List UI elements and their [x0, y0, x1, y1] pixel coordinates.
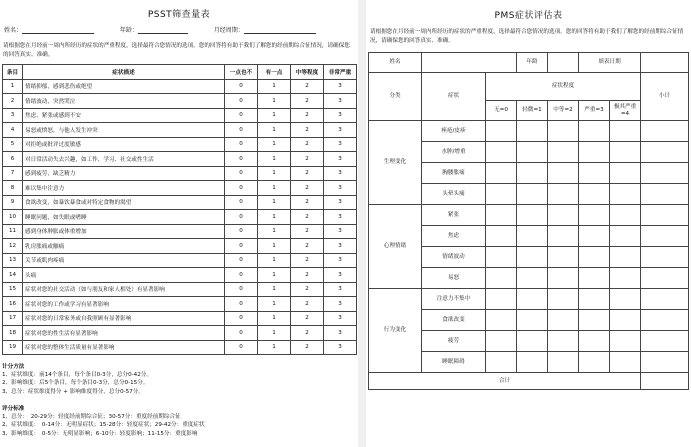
item-text: 症状对您的日常家务或自我照顾有显著影响: [23, 311, 225, 326]
score-option[interactable]: 0: [225, 253, 258, 268]
score-option[interactable]: 2: [291, 239, 324, 254]
score-option[interactable]: 0: [225, 210, 258, 225]
item-number: 15: [3, 282, 23, 297]
rating-cell[interactable]: [641, 352, 689, 373]
rating-cell[interactable]: [579, 121, 610, 142]
date-cell[interactable]: [641, 53, 689, 73]
item-number: 13: [3, 253, 23, 268]
score-option[interactable]: 1: [258, 195, 291, 210]
symptom-cell: 痤疮/皮疹: [422, 121, 486, 142]
item-number: 14: [3, 268, 23, 283]
symptom-cell: 注意力不集中: [422, 289, 486, 310]
table-row: [3, 79, 357, 94]
item-text: 易怒或愤怒，与他人发生冲突: [23, 123, 225, 138]
period-blank[interactable]: [244, 26, 316, 34]
rating-cell[interactable]: [610, 121, 641, 142]
item-number: 5: [3, 137, 23, 152]
rating-cell[interactable]: [517, 163, 548, 184]
rating-cell[interactable]: [548, 310, 579, 331]
score-option[interactable]: 2: [291, 340, 324, 355]
table-row: [3, 224, 357, 239]
table-row: [369, 289, 689, 310]
table-row: [3, 123, 357, 138]
score-option[interactable]: 2: [291, 123, 324, 138]
symptom-cell: 疲劳: [422, 331, 486, 352]
rating-cell[interactable]: [641, 184, 689, 205]
score-option[interactable]: 2: [291, 297, 324, 312]
score-option[interactable]: 0: [225, 137, 258, 152]
rating-cell[interactable]: [517, 331, 548, 352]
score-option[interactable]: 0: [225, 340, 258, 355]
table-row: [3, 282, 357, 297]
item-number: 3: [3, 108, 23, 123]
item-text: 情绪抑郁，感到悲伤或绝望: [23, 79, 225, 94]
score-option[interactable]: 0: [225, 326, 258, 341]
item-text: 情绪波动，突然哭泣: [23, 94, 225, 109]
table-row: [3, 137, 357, 152]
rating-cell[interactable]: [486, 268, 517, 289]
rating-cell[interactable]: [517, 268, 548, 289]
rating-cell[interactable]: [610, 247, 641, 268]
name-label: 姓名：: [4, 27, 23, 34]
score-option[interactable]: 1: [258, 152, 291, 167]
score-option[interactable]: 1: [258, 253, 291, 268]
col-header: 一点也不: [225, 65, 258, 80]
col-header: 中等程度: [291, 65, 324, 80]
rating-cell[interactable]: [610, 268, 641, 289]
rating-cell[interactable]: [579, 226, 610, 247]
rating-cell[interactable]: [579, 268, 610, 289]
rating-cell[interactable]: [517, 352, 548, 373]
table-row: [3, 340, 357, 355]
rating-cell[interactable]: [579, 331, 610, 352]
score-option[interactable]: 3: [324, 239, 357, 254]
psst-header-row: [3, 65, 357, 80]
rating-cell[interactable]: [579, 142, 610, 163]
score-option[interactable]: 2: [291, 108, 324, 123]
rating-cell[interactable]: [579, 310, 610, 331]
rating-cell[interactable]: [579, 163, 610, 184]
table-row: [3, 268, 357, 283]
total-label: 合计: [369, 373, 641, 390]
score-option[interactable]: 1: [258, 326, 291, 341]
score-option[interactable]: 1: [258, 282, 291, 297]
item-number: 10: [3, 210, 23, 225]
score-option[interactable]: 2: [291, 152, 324, 167]
method-title: 计分方法: [2, 364, 25, 370]
rating-cell[interactable]: [641, 142, 689, 163]
rating-cell[interactable]: [517, 142, 548, 163]
rating-cell[interactable]: [610, 226, 641, 247]
rating-cell[interactable]: [486, 247, 517, 268]
rating-cell[interactable]: [579, 352, 610, 373]
rating-cell[interactable]: [517, 310, 548, 331]
rating-cell[interactable]: [610, 289, 641, 310]
rating-cell[interactable]: [486, 310, 517, 331]
score-option[interactable]: 1: [258, 340, 291, 355]
method-line: 3、总分：症状维度得分 + 影响维度得分，总分0-57分。: [2, 388, 144, 395]
table-row: [369, 205, 689, 226]
rating-cell[interactable]: [610, 205, 641, 226]
score-option[interactable]: 1: [258, 181, 291, 196]
psst-info-line: [4, 25, 316, 34]
standard-line: 2、症状维度： 0-14分：无明显症状；15-28分：轻度症状；29-42分：重度症状: [2, 422, 205, 429]
table-row: [3, 297, 357, 312]
score-option[interactable]: 1: [258, 311, 291, 326]
item-text: 头痛: [23, 268, 225, 283]
rating-cell[interactable]: [486, 226, 517, 247]
pms-header-row: [369, 73, 689, 101]
item-number: 6: [3, 152, 23, 167]
rating-cell[interactable]: [610, 352, 641, 373]
rating-cell[interactable]: [517, 289, 548, 310]
rating-cell[interactable]: [517, 121, 548, 142]
category-header: 分类: [369, 73, 422, 121]
score-option[interactable]: 3: [324, 311, 357, 326]
score-option[interactable]: 0: [225, 268, 258, 283]
symptom-cell: 食欲改变: [422, 310, 486, 331]
psst-title: PSST筛查量表: [147, 10, 211, 20]
table-row: [369, 121, 689, 142]
level-header: 严重=3: [579, 101, 610, 121]
psst-table: [2, 64, 357, 355]
rating-cell[interactable]: [548, 268, 579, 289]
rating-cell[interactable]: [610, 163, 641, 184]
rating-cell[interactable]: [548, 226, 579, 247]
score-option[interactable]: 1: [258, 297, 291, 312]
rating-cell[interactable]: [548, 142, 579, 163]
table-row: [3, 253, 357, 268]
rating-cell[interactable]: [486, 184, 517, 205]
score-option[interactable]: 1: [258, 210, 291, 225]
score-option[interactable]: 0: [225, 166, 258, 181]
item-number: 17: [3, 311, 23, 326]
item-number: 8: [3, 181, 23, 196]
rating-cell[interactable]: [641, 247, 689, 268]
item-text: 症状对您的工作或学习有显著影响: [23, 297, 225, 312]
item-text: 对拒绝或批评过度敏感: [23, 137, 225, 152]
scoring-method: [2, 363, 356, 396]
rating-cell[interactable]: [641, 310, 689, 331]
symptom-cell: 焦虑: [422, 226, 486, 247]
rating-cell[interactable]: [641, 226, 689, 247]
symptom-cell: 水肿/增重: [422, 142, 486, 163]
table-row: [3, 94, 357, 109]
col-header: 有一点: [258, 65, 291, 80]
score-option[interactable]: 1: [258, 123, 291, 138]
score-option[interactable]: 0: [225, 94, 258, 109]
table-row: [3, 239, 357, 254]
item-number: 4: [3, 123, 23, 138]
item-text: 症状对您的整体生活质量有显著影响: [23, 340, 225, 355]
rating-cell[interactable]: [548, 184, 579, 205]
rating-cell[interactable]: [517, 205, 548, 226]
rating-cell[interactable]: [579, 289, 610, 310]
standard-line: 1、总分： 20-29分：轻度经前期综合征；30-57分：重度经前期综合征: [2, 414, 181, 421]
table-row: [3, 210, 357, 225]
rating-cell[interactable]: [641, 121, 689, 142]
score-option[interactable]: 2: [291, 311, 324, 326]
score-option[interactable]: 3: [324, 123, 357, 138]
score-option[interactable]: 1: [258, 239, 291, 254]
score-option[interactable]: 3: [324, 108, 357, 123]
item-number: 19: [3, 340, 23, 355]
method-line: 1、症状维度：前14个条目，每个条目0-3分，总分0-42分。: [2, 372, 152, 379]
score-option[interactable]: 1: [258, 79, 291, 94]
score-option[interactable]: 3: [324, 268, 357, 283]
item-number: 12: [3, 239, 23, 254]
score-option[interactable]: 3: [324, 282, 357, 297]
score-option[interactable]: 2: [291, 137, 324, 152]
score-option[interactable]: 3: [324, 137, 357, 152]
score-option[interactable]: 1: [258, 268, 291, 283]
rating-cell[interactable]: [548, 205, 579, 226]
rating-cell[interactable]: [579, 184, 610, 205]
symptom-cell: 情绪波动: [422, 247, 486, 268]
score-option[interactable]: 3: [324, 152, 357, 167]
score-option[interactable]: 0: [225, 123, 258, 138]
rating-cell[interactable]: [641, 163, 689, 184]
item-number: 9: [3, 195, 23, 210]
rating-cell[interactable]: [610, 142, 641, 163]
age-cell[interactable]: [548, 53, 579, 73]
item-text: 睡眠问题，如失眠或嗜睡: [23, 210, 225, 225]
rating-cell[interactable]: [548, 331, 579, 352]
item-number: 11: [3, 224, 23, 239]
rating-cell[interactable]: [579, 205, 610, 226]
item-text: 症状对您的性生活有显著影响: [23, 326, 225, 341]
rating-cell[interactable]: [486, 205, 517, 226]
level-header: 无=0: [486, 101, 517, 121]
level-header: 极其严重=4: [610, 101, 641, 121]
symptom-cell: 易怒: [422, 268, 486, 289]
col-header: 非常严重: [324, 65, 357, 80]
item-number: 18: [3, 326, 23, 341]
col-header: 条目: [3, 65, 23, 80]
symptom-header: 症状: [422, 73, 486, 121]
score-option[interactable]: 2: [291, 253, 324, 268]
rating-cell[interactable]: [548, 289, 579, 310]
degree-header: 症状程度: [486, 73, 641, 101]
item-text: 难以集中注意力: [23, 181, 225, 196]
rating-cell[interactable]: [486, 142, 517, 163]
symptom-cell: 头晕头痛: [422, 184, 486, 205]
age-blank[interactable]: [138, 26, 188, 34]
table-row: [3, 152, 357, 167]
rating-cell[interactable]: [486, 289, 517, 310]
item-number: 7: [3, 166, 23, 181]
symptom-cell: 睡眠障碍: [422, 352, 486, 373]
period-label: 月经周期：: [213, 27, 244, 34]
category-cell: 行为变化: [369, 289, 422, 373]
rating-cell[interactable]: [641, 331, 689, 352]
score-option[interactable]: 1: [258, 94, 291, 109]
level-header: 中等=2: [548, 101, 579, 121]
item-text: 食欲改变，如暴饮暴食或对特定食物的渴望: [23, 195, 225, 210]
item-text: 乳房胀痛或触痛: [23, 239, 225, 254]
item-text: 对日常活动失去兴趣，如工作、学习、社交或性生活: [23, 152, 225, 167]
pms-total-row: [369, 373, 689, 390]
rating-cell[interactable]: [579, 247, 610, 268]
rating-cell[interactable]: [641, 268, 689, 289]
table-row: [3, 181, 357, 196]
method-line: 2、影响维度：后5个条目，每个条目0-3分，总分0-15分。: [2, 380, 149, 387]
rating-cell[interactable]: [610, 331, 641, 352]
score-option[interactable]: 1: [258, 166, 291, 181]
category-cell: 生理变化: [369, 121, 422, 205]
rating-cell[interactable]: [641, 205, 689, 226]
table-row: [3, 195, 357, 210]
rating-cell[interactable]: [548, 121, 579, 142]
score-option[interactable]: 3: [324, 340, 357, 355]
total-cell[interactable]: [641, 373, 689, 390]
rating-cell[interactable]: [486, 331, 517, 352]
item-text: 焦虑、紧张或感到不安: [23, 108, 225, 123]
item-text: 感到身体肿胀或体重增加: [23, 224, 225, 239]
pms-info-row: [369, 53, 689, 73]
age-label: 年龄：: [119, 27, 138, 34]
standard-line: 3、影响维度： 0-5分：无明显影响；6-10分：轻度影响；11-15分：重度影响: [2, 430, 198, 437]
score-option[interactable]: 2: [291, 166, 324, 181]
score-option[interactable]: 2: [291, 210, 324, 225]
symptom-cell: 紧张: [422, 205, 486, 226]
pms-table: [368, 52, 689, 390]
score-option[interactable]: 0: [225, 224, 258, 239]
score-option[interactable]: 2: [291, 181, 324, 196]
score-option[interactable]: 0: [225, 195, 258, 210]
scoring-standard: [2, 405, 356, 438]
rating-cell[interactable]: [610, 184, 641, 205]
rating-cell[interactable]: [517, 184, 548, 205]
score-option[interactable]: 1: [258, 224, 291, 239]
rating-cell[interactable]: [517, 226, 548, 247]
item-text: 关节或肌肉疼痛: [23, 253, 225, 268]
item-text: 感到疲劳，缺乏精力: [23, 166, 225, 181]
table-row: [3, 326, 357, 341]
score-option[interactable]: 3: [324, 326, 357, 341]
name-blank[interactable]: [22, 26, 94, 34]
pms-sheet: [366, 0, 691, 447]
item-number: 16: [3, 297, 23, 312]
score-option[interactable]: 3: [324, 166, 357, 181]
score-option[interactable]: 2: [291, 195, 324, 210]
score-option[interactable]: 1: [258, 137, 291, 152]
pms-intro: 请根据您在月经前一周内所经历的症状的严重程度，选择最符合您情况的选项。您的回答将有助于我们了解您的经前期综合征情况，请确保您的回答真实、准确。: [370, 29, 684, 44]
score-option[interactable]: 3: [324, 181, 357, 196]
rating-cell[interactable]: [548, 163, 579, 184]
score-option[interactable]: 0: [225, 108, 258, 123]
table-row: [3, 166, 357, 181]
score-option[interactable]: 3: [324, 94, 357, 109]
item-number: 2: [3, 94, 23, 109]
subtotal-header: 小计: [641, 73, 689, 121]
score-option[interactable]: 3: [324, 253, 357, 268]
table-row: [3, 108, 357, 123]
score-option[interactable]: 3: [324, 210, 357, 225]
name-cell[interactable]: [422, 53, 517, 73]
rating-cell[interactable]: [486, 163, 517, 184]
item-number: 1: [3, 79, 23, 94]
score-option[interactable]: 0: [225, 239, 258, 254]
level-header: 轻微=1: [517, 101, 548, 121]
psst-intro: 请根据您在月经前一周内所经历的症状的严重程度，选择最符合您情况的选项。您的回答将有助于我们了解您的经前期综合征情况，请确保您的回答真实、准确。: [3, 43, 350, 58]
score-option[interactable]: 0: [225, 311, 258, 326]
item-text: 症状对您的社交活动（如与朋友和家人相处）有显著影响: [23, 282, 225, 297]
name-label: 姓名: [369, 53, 422, 73]
col-header: 症状描述: [23, 65, 225, 80]
score-option[interactable]: 2: [291, 326, 324, 341]
score-option[interactable]: 0: [225, 79, 258, 94]
category-cell: 心理情绪: [369, 205, 422, 289]
rating-cell[interactable]: [548, 247, 579, 268]
rating-cell[interactable]: [610, 310, 641, 331]
rating-cell[interactable]: [517, 247, 548, 268]
rating-cell[interactable]: [641, 289, 689, 310]
rating-cell[interactable]: [486, 121, 517, 142]
date-label: 填表日期: [579, 53, 641, 73]
age-label: 年龄: [517, 53, 548, 73]
score-option[interactable]: 1: [258, 108, 291, 123]
symptom-cell: 胸腰胀痛: [422, 163, 486, 184]
score-option[interactable]: 2: [291, 282, 324, 297]
score-option[interactable]: 0: [225, 282, 258, 297]
score-option[interactable]: 0: [225, 152, 258, 167]
score-option[interactable]: 2: [291, 94, 324, 109]
score-option[interactable]: 0: [225, 181, 258, 196]
rating-cell[interactable]: [548, 352, 579, 373]
rating-cell[interactable]: [486, 352, 517, 373]
standard-title: 评分标准: [2, 406, 25, 412]
score-option[interactable]: 3: [324, 297, 357, 312]
score-option[interactable]: 0: [225, 297, 258, 312]
score-option[interactable]: 2: [291, 224, 324, 239]
table-row: [3, 311, 357, 326]
score-option[interactable]: 3: [324, 195, 357, 210]
score-option[interactable]: 3: [324, 79, 357, 94]
score-option[interactable]: 3: [324, 224, 357, 239]
score-option[interactable]: 2: [291, 79, 324, 94]
score-option[interactable]: 2: [291, 268, 324, 283]
pms-title: PMS症状评估表: [494, 11, 563, 21]
